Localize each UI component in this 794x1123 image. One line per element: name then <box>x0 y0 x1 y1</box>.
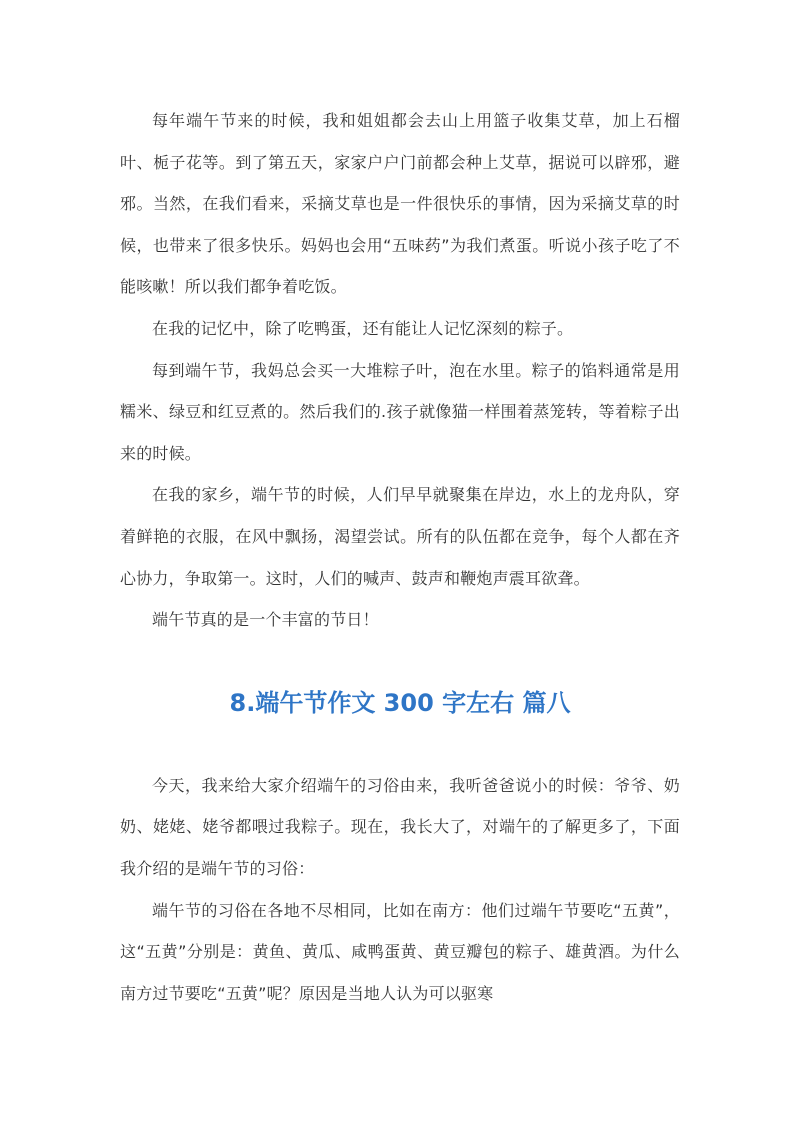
paragraph-memory: 在我的记忆中，除了吃鸭蛋，还有能让人记忆深刻的粽子。 <box>152 318 574 338</box>
essay-section-2 <box>120 765 680 1015</box>
paragraph-five-yellows: 端午节的习俗在各地不尽相同，比如在南方：他们过端午节要吃“五黄”，这“五黄”分别是：黄鱼、黄瓜、咸鸭蛋黄、黄豆瓣包的粽子、雄黄酒。为什么南方过节要吃“五黄”呢？原因是当地人认为可以驱寒 <box>120 900 680 1003</box>
paragraph-mugwort: 每年端午节来的时候，我和姐姐都会去山上用篮子收集艾草，加上石榴叶、栀子花等。到了第五天，家家户户门前都会种上艾草，据说可以辟邪，避邪。当然，在我们看来，采摘艾草也是一件很快乐的事情，因为采摘艾草的时候，也带来了很多快乐。妈妈也会用“五味药”为我们煮蛋。听说小孩子吃了不能咳嗽！所以我们都争着吃饭。 <box>120 111 680 297</box>
paragraph-dragon-boat: 在我的家乡，端午节的时候，人们早早就聚集在岸边，水上的龙舟队，穿着鲜艳的衣服，在风中飘扬，渴望尝试。所有的队伍都在竞争，每个人都在齐心协力，争取第一。这时，人们的喊声、鼓声和鞭炮声震耳欲聋。 <box>120 485 680 588</box>
paragraph-zongzi-leaves: 每到端午节，我妈总会买一大堆粽子叶，泡在水里。粽子的馅料通常是用糯米、绿豆和红豆煮的。然后我们的.孩子就像猫一样围着蒸笼转，等着粽子出来的时候。 <box>120 360 680 463</box>
document-page <box>120 100 680 1014</box>
essay-section-1 <box>120 100 680 641</box>
essay-heading: 8.端午节作文 300 字左右 篇八 <box>229 688 571 717</box>
paragraph-introduction: 今天，我来给大家介绍端午的习俗由来，我听爸爸说小的时候：爷爷、奶奶、姥姥、姥爷都喂过我粽子。现在，我长大了，对端午的了解更多了，下面我介绍的是端午节的习俗： <box>120 775 680 878</box>
paragraph-conclusion: 端午节真的是一个丰富的节日！ <box>152 610 379 630</box>
